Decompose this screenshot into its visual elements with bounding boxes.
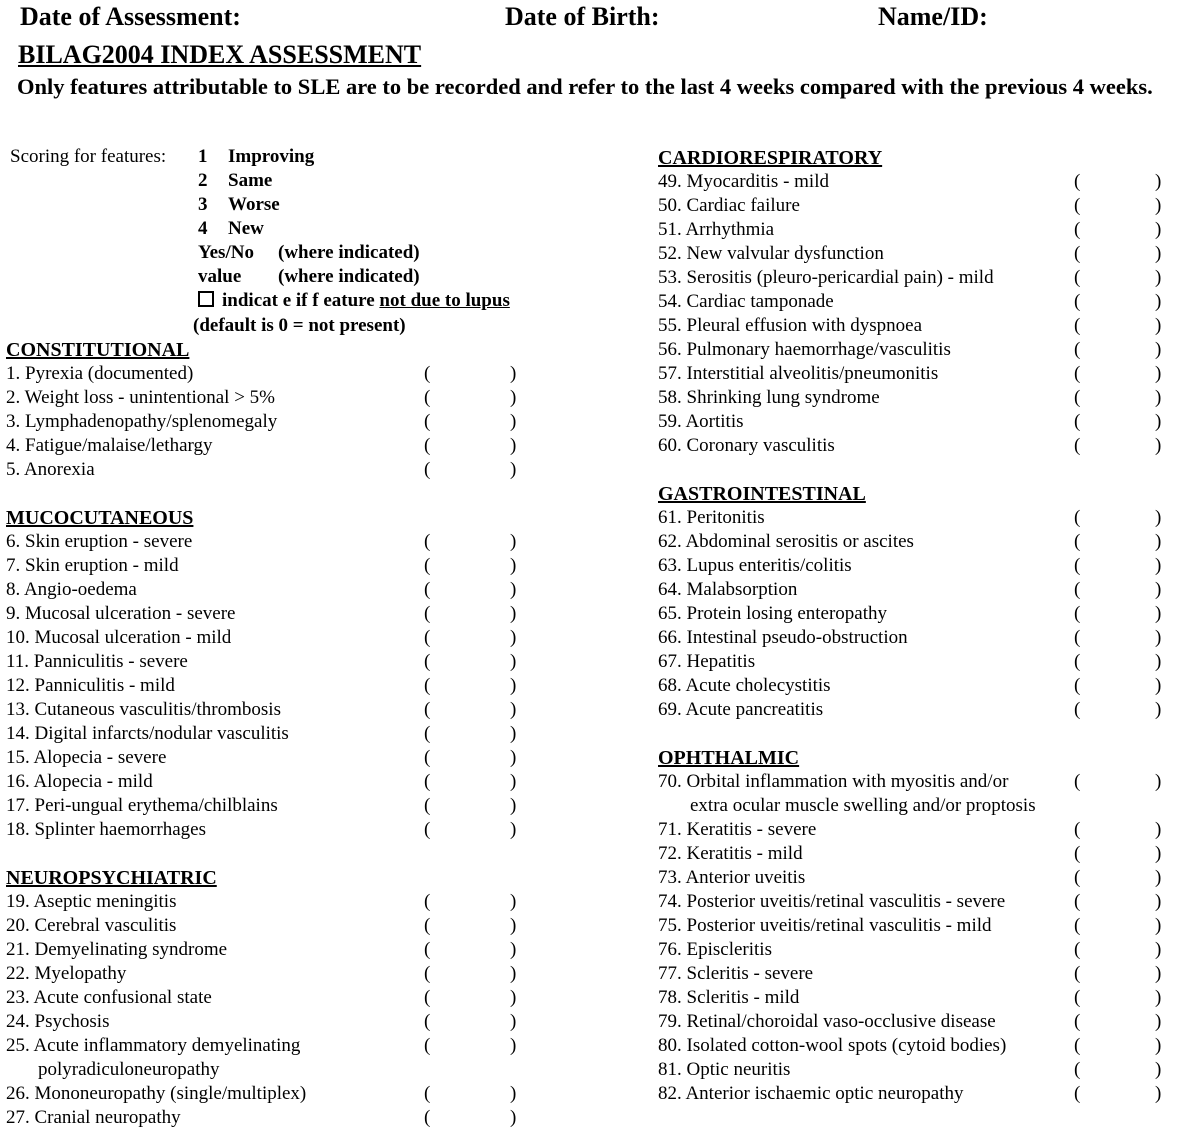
- section-mucocutaneous: [6, 506, 586, 842]
- item-label: 55. Pleural effusion with dyspnoea: [658, 315, 923, 336]
- score-field-open[interactable]: (: [1074, 603, 1081, 624]
- item-label: 22. Myelopathy: [6, 963, 127, 984]
- score-field-close[interactable]: ): [1155, 291, 1162, 312]
- list-item: [6, 434, 586, 458]
- list-item: [6, 458, 586, 482]
- section-title-mucocutaneous: MUCOCUTANEOUS: [6, 507, 194, 529]
- score-field-close[interactable]: ): [1155, 1011, 1162, 1032]
- list-item: [6, 1082, 586, 1106]
- list-item: [658, 338, 1178, 362]
- score-field-close[interactable]: ): [510, 459, 517, 480]
- score-field-close[interactable]: ): [1155, 387, 1162, 408]
- item-label: 58. Shrinking lung syndrome: [658, 387, 880, 408]
- score-field-close[interactable]: ): [510, 795, 517, 816]
- section-cardiorespiratory: [658, 146, 1178, 458]
- list-item: [658, 242, 1178, 266]
- score-num-1: 1: [198, 146, 208, 167]
- score-field-open[interactable]: (: [1074, 1035, 1081, 1056]
- list-item: [6, 986, 586, 1010]
- score-field-close[interactable]: ): [1155, 867, 1162, 888]
- score-field-open[interactable]: (: [1074, 531, 1081, 552]
- item-label: 24. Psychosis: [6, 1011, 110, 1032]
- item-label: 60. Coronary vasculitis: [658, 435, 835, 456]
- list-item: [658, 698, 1178, 722]
- score-field-open[interactable]: (: [424, 795, 431, 816]
- score-field-close[interactable]: ): [1155, 699, 1162, 720]
- item-label: 2. Weight loss - unintentional > 5%: [6, 387, 276, 408]
- item-label: 67. Hepatitis: [658, 651, 756, 672]
- score-field-open[interactable]: (: [424, 531, 431, 552]
- score-field-open[interactable]: (: [424, 915, 431, 936]
- item-label: 5. Anorexia: [6, 459, 95, 480]
- score-field-close[interactable]: ): [1155, 507, 1162, 528]
- item-label: 21. Demyelinating syndrome: [6, 939, 228, 960]
- score-field-open[interactable]: (: [1074, 171, 1081, 192]
- list-item: [658, 218, 1178, 242]
- score-field-open[interactable]: (: [424, 699, 431, 720]
- score-field-close[interactable]: ): [1155, 675, 1162, 696]
- score-field-open[interactable]: (: [1074, 939, 1081, 960]
- score-field-close[interactable]: ): [1155, 843, 1162, 864]
- item-label: 9. Mucosal ulceration - severe: [6, 603, 236, 624]
- list-item: [658, 170, 1178, 194]
- score-field-open[interactable]: (: [424, 1011, 431, 1032]
- yesno-term: Yes/No: [198, 242, 254, 263]
- item-label: 27. Cranial neuropathy: [6, 1107, 181, 1128]
- list-item: [658, 962, 1178, 986]
- list-item: [658, 1034, 1178, 1058]
- score-field-open[interactable]: (: [424, 1083, 431, 1104]
- list-item: [658, 914, 1178, 938]
- score-field-close[interactable]: ): [1155, 411, 1162, 432]
- score-field-close[interactable]: ): [510, 1035, 517, 1056]
- score-field-open[interactable]: (: [424, 1107, 431, 1128]
- list-item: [658, 410, 1178, 434]
- item-label: 8. Angio-oedema: [6, 579, 137, 600]
- item-label-continued: polyradiculoneuropathy: [38, 1059, 220, 1080]
- score-field-close[interactable]: ): [1155, 819, 1162, 840]
- list-item: [6, 1010, 586, 1034]
- score-field-open[interactable]: (: [1074, 411, 1081, 432]
- item-label-continued: extra ocular muscle swelling and/or proptosis: [690, 795, 1036, 816]
- list-item: [6, 1034, 586, 1082]
- score-field-open[interactable]: (: [424, 435, 431, 456]
- list-item: [658, 1082, 1178, 1106]
- score-field-close[interactable]: ): [510, 363, 517, 384]
- score-field-open[interactable]: (: [424, 603, 431, 624]
- score-field-close[interactable]: ): [510, 675, 517, 696]
- list-item: [658, 314, 1178, 338]
- score-field-close[interactable]: ): [510, 963, 517, 984]
- score-field-open[interactable]: (: [1074, 291, 1081, 312]
- score-field-open[interactable]: (: [1074, 1059, 1081, 1080]
- list-item: [6, 626, 586, 650]
- score-field-close[interactable]: ): [1155, 1083, 1162, 1104]
- item-label: 69. Acute pancreatitis: [658, 699, 824, 720]
- score-field-close[interactable]: ): [1155, 267, 1162, 288]
- item-label: 16. Alopecia - mild: [6, 771, 153, 792]
- score-field-open[interactable]: (: [424, 987, 431, 1008]
- list-item: [6, 1106, 586, 1130]
- list-item: [658, 362, 1178, 386]
- list-item: [658, 554, 1178, 578]
- section-title-gastrointestinal: GASTROINTESTINAL: [658, 483, 866, 505]
- score-field-close[interactable]: ): [1155, 963, 1162, 984]
- list-item: [6, 698, 586, 722]
- score-field-close[interactable]: ): [510, 555, 517, 576]
- item-label: 50. Cardiac failure: [658, 195, 800, 216]
- score-field-open[interactable]: (: [424, 387, 431, 408]
- score-field-close[interactable]: ): [510, 987, 517, 1008]
- item-label: 56. Pulmonary haemorrhage/vasculitis: [658, 339, 951, 360]
- item-label: 26. Mononeuropathy (single/multiplex): [6, 1083, 307, 1104]
- list-item: [658, 986, 1178, 1010]
- list-item: [658, 530, 1178, 554]
- score-field-open[interactable]: (: [424, 1035, 431, 1056]
- score-field-close[interactable]: ): [510, 723, 517, 744]
- score-field-open[interactable]: (: [1074, 219, 1081, 240]
- list-item: [658, 674, 1178, 698]
- score-field-close[interactable]: ): [510, 891, 517, 912]
- score-field-close[interactable]: ): [510, 579, 517, 600]
- score-field-open[interactable]: (: [424, 891, 431, 912]
- score-field-open[interactable]: (: [424, 675, 431, 696]
- item-label: 10. Mucosal ulceration - mild: [6, 627, 232, 648]
- item-label: 79. Retinal/choroidal vaso-occlusive disease: [658, 1011, 996, 1032]
- list-item: [6, 674, 586, 698]
- list-item: [6, 890, 586, 914]
- score-field-open[interactable]: (: [1074, 363, 1081, 384]
- item-label: 15. Alopecia - severe: [6, 747, 167, 768]
- item-label: 4. Fatigue/malaise/lethargy: [6, 435, 213, 456]
- scoring-legend: [10, 145, 610, 345]
- score-field-open[interactable]: (: [424, 963, 431, 984]
- section-neuropsychiatric: [6, 866, 586, 1130]
- section-title-cardiorespiratory: CARDIORESPIRATORY: [658, 147, 883, 169]
- list-item: [6, 794, 586, 818]
- list-item: [6, 650, 586, 674]
- score-field-open[interactable]: (: [1074, 243, 1081, 264]
- item-label: 7. Skin eruption - mild: [6, 555, 179, 576]
- list-item: [658, 626, 1178, 650]
- score-field-close[interactable]: ): [1155, 315, 1162, 336]
- list-item: [6, 554, 586, 578]
- item-label: 17. Peri-ungual erythema/chilblains: [6, 795, 278, 816]
- score-field-open[interactable]: (: [424, 555, 431, 576]
- item-label: 80. Isolated cotton-wool spots (cytoid bodies): [658, 1035, 1007, 1056]
- item-label: 18. Splinter haemorrhages: [6, 819, 206, 840]
- score-field-close[interactable]: ): [1155, 339, 1162, 360]
- list-item: [6, 530, 586, 554]
- list-item: [6, 746, 586, 770]
- list-item: [6, 818, 586, 842]
- score-field-close[interactable]: ): [1155, 771, 1162, 792]
- score-field-open[interactable]: (: [1074, 195, 1081, 216]
- item-label: 70. Orbital inflammation with myositis and/or: [658, 771, 1009, 792]
- item-label: 72. Keratitis - mild: [658, 843, 803, 864]
- list-item: [6, 602, 586, 626]
- item-label: 63. Lupus enteritis/colitis: [658, 555, 852, 576]
- score-field-close[interactable]: ): [1155, 363, 1162, 384]
- score-field-close[interactable]: ): [1155, 1035, 1162, 1056]
- score-field-open[interactable]: (: [1074, 315, 1081, 336]
- score-field-close[interactable]: ): [1155, 219, 1162, 240]
- score-field-open[interactable]: (: [1074, 915, 1081, 936]
- item-label: 64. Malabsorption: [658, 579, 798, 600]
- score-field-close[interactable]: ): [1155, 627, 1162, 648]
- score-field-open[interactable]: (: [1074, 627, 1081, 648]
- score-field-open[interactable]: (: [1074, 963, 1081, 984]
- score-field-open[interactable]: (: [424, 771, 431, 792]
- name-id-label: Name/ID:: [878, 2, 988, 31]
- score-field-close[interactable]: ): [1155, 555, 1162, 576]
- item-label: 23. Acute confusional state: [6, 987, 212, 1008]
- list-item: [658, 1058, 1178, 1082]
- list-item: [658, 506, 1178, 530]
- score-num-4: 4: [198, 218, 208, 239]
- item-label: 78. Scleritis - mild: [658, 987, 800, 1008]
- item-label: 57. Interstitial alveolitis/pneumonitis: [658, 363, 939, 384]
- section-constitutional: [6, 338, 586, 482]
- score-field-close[interactable]: ): [510, 603, 517, 624]
- score-field-close[interactable]: ): [510, 1107, 517, 1128]
- score-field-close[interactable]: ): [510, 435, 517, 456]
- score-field-close[interactable]: ): [510, 627, 517, 648]
- section-title-neuropsychiatric: NEUROPSYCHIATRIC: [6, 867, 217, 889]
- score-text-2: Same: [228, 170, 273, 191]
- score-text-1: Improving: [228, 146, 315, 167]
- list-item: [6, 410, 586, 434]
- score-field-open[interactable]: (: [1074, 987, 1081, 1008]
- score-field-open[interactable]: (: [424, 459, 431, 480]
- score-text-4: New: [228, 218, 264, 239]
- score-field-close[interactable]: ): [1155, 171, 1162, 192]
- score-field-open[interactable]: (: [1074, 699, 1081, 720]
- list-item: [6, 938, 586, 962]
- list-item: [658, 842, 1178, 866]
- score-field-open[interactable]: (: [424, 651, 431, 672]
- score-num-3: 3: [198, 194, 208, 215]
- item-label: 73. Anterior uveitis: [658, 867, 806, 888]
- section-title-ophthalmic: OPHTHALMIC: [658, 747, 800, 769]
- score-field-open[interactable]: (: [424, 627, 431, 648]
- item-label: 3. Lymphadenopathy/splenomegaly: [6, 411, 278, 432]
- item-label: 13. Cutaneous vasculitis/thrombosis: [6, 699, 281, 720]
- list-item: [658, 602, 1178, 626]
- list-item: [6, 722, 586, 746]
- default-note: (default is 0 = not present): [193, 315, 406, 336]
- score-field-open[interactable]: (: [1074, 651, 1081, 672]
- item-label: 75. Posterior uveitis/retinal vasculitis - mild: [658, 915, 992, 936]
- instructions: Only features attributable to SLE are to be recorded and refer to the last 4 weeks compared with the previous 4 weeks.: [17, 74, 1153, 99]
- score-field-open[interactable]: (: [424, 747, 431, 768]
- item-label: 62. Abdominal serositis or ascites: [658, 531, 914, 552]
- score-field-close[interactable]: ): [510, 915, 517, 936]
- item-label: 6. Skin eruption - severe: [6, 531, 193, 552]
- list-item: [658, 866, 1178, 890]
- list-item: [658, 194, 1178, 218]
- item-label: 49. Myocarditis - mild: [658, 171, 829, 192]
- item-label: 82. Anterior ischaemic optic neuropathy: [658, 1083, 964, 1104]
- list-item: [6, 578, 586, 602]
- item-label: 14. Digital infarcts/nodular vasculitis: [6, 723, 289, 744]
- date-of-assessment-label: Date of Assessment:: [20, 2, 241, 31]
- item-label: 68. Acute cholecystitis: [658, 675, 831, 696]
- checkbox-note: [198, 289, 510, 313]
- item-label: 52. New valvular dysfunction: [658, 243, 884, 264]
- score-field-open[interactable]: (: [1074, 675, 1081, 696]
- item-label: 59. Aortitis: [658, 411, 744, 432]
- item-label: 53. Serositis (pleuro-pericardial pain) - mild: [658, 267, 994, 288]
- score-field-open[interactable]: (: [424, 363, 431, 384]
- score-field-close[interactable]: ): [1155, 939, 1162, 960]
- score-field-open[interactable]: (: [1074, 891, 1081, 912]
- item-label: 61. Peritonitis: [658, 507, 765, 528]
- score-field-close[interactable]: ): [1155, 531, 1162, 552]
- score-field-close[interactable]: ): [1155, 435, 1162, 456]
- score-field-close[interactable]: ): [510, 387, 517, 408]
- score-field-open[interactable]: (: [1074, 819, 1081, 840]
- score-field-open[interactable]: (: [1074, 771, 1081, 792]
- item-label: 11. Panniculitis - severe: [6, 651, 188, 672]
- list-item: [658, 818, 1178, 842]
- score-field-open[interactable]: (: [1074, 339, 1081, 360]
- value-term: value: [198, 266, 242, 287]
- item-label: 1. Pyrexia (documented): [6, 363, 194, 384]
- item-label: 54. Cardiac tamponade: [658, 291, 834, 312]
- score-field-open[interactable]: (: [1074, 387, 1081, 408]
- item-label: 74. Posterior uveitis/retinal vasculitis - severe: [658, 891, 1006, 912]
- score-field-close[interactable]: ): [1155, 915, 1162, 936]
- score-field-open[interactable]: (: [424, 411, 431, 432]
- score-field-close[interactable]: ): [510, 1011, 517, 1032]
- score-field-close[interactable]: ): [510, 411, 517, 432]
- score-field-close[interactable]: ): [510, 819, 517, 840]
- list-item: [658, 578, 1178, 602]
- checkbox-note-text: indicat e if f eature: [222, 290, 380, 311]
- checkbox-note-underlined: not due to lupus: [379, 290, 510, 311]
- score-field-close[interactable]: ): [1155, 651, 1162, 672]
- item-label: 71. Keratitis - severe: [658, 819, 817, 840]
- score-field-close[interactable]: ): [1155, 243, 1162, 264]
- score-field-close[interactable]: ): [510, 747, 517, 768]
- yesno-note: (where indicated): [278, 242, 420, 263]
- score-field-open[interactable]: (: [1074, 1083, 1081, 1104]
- item-label: 20. Cerebral vasculitis: [6, 915, 177, 936]
- item-label: 25. Acute inflammatory demyelinating: [6, 1035, 301, 1056]
- list-item: [658, 434, 1178, 458]
- score-field-open[interactable]: (: [1074, 507, 1081, 528]
- score-field-close[interactable]: ): [1155, 603, 1162, 624]
- list-item: [6, 770, 586, 794]
- list-item: [658, 290, 1178, 314]
- list-item: [658, 266, 1178, 290]
- score-field-open[interactable]: (: [424, 939, 431, 960]
- score-field-open[interactable]: (: [1074, 267, 1081, 288]
- list-item: [6, 386, 586, 410]
- date-of-birth-label: Date of Birth:: [505, 2, 660, 31]
- scoring-label: Scoring for features:: [10, 146, 167, 167]
- list-item: [658, 770, 1178, 818]
- score-text-3: Worse: [228, 194, 280, 215]
- section-ophthalmic: [658, 746, 1178, 1106]
- section-gastrointestinal: [658, 482, 1178, 722]
- list-item: [658, 890, 1178, 914]
- score-field-close[interactable]: ): [510, 939, 517, 960]
- score-field-close[interactable]: ): [510, 651, 517, 672]
- value-note: (where indicated): [278, 266, 420, 287]
- list-item: [658, 386, 1178, 410]
- score-field-close[interactable]: ): [1155, 1059, 1162, 1080]
- section-title-constitutional: CONSTITUTIONAL: [6, 339, 190, 361]
- score-field-close[interactable]: ): [1155, 195, 1162, 216]
- list-item: [6, 962, 586, 986]
- score-field-close[interactable]: ): [510, 1083, 517, 1104]
- list-item: [658, 938, 1178, 962]
- score-field-close[interactable]: ): [510, 531, 517, 552]
- score-num-2: 2: [198, 170, 208, 191]
- score-field-close[interactable]: ): [1155, 579, 1162, 600]
- list-item: [6, 362, 586, 386]
- score-field-open[interactable]: (: [1074, 555, 1081, 576]
- score-field-open[interactable]: (: [1074, 843, 1081, 864]
- score-field-open[interactable]: (: [1074, 867, 1081, 888]
- list-item: [6, 914, 586, 938]
- score-field-open[interactable]: (: [1074, 579, 1081, 600]
- score-field-open[interactable]: (: [424, 579, 431, 600]
- item-label: 19. Aseptic meningitis: [6, 891, 177, 912]
- page-title: BILAG2004 INDEX ASSESSMENT: [18, 40, 422, 69]
- list-item: [658, 650, 1178, 674]
- score-field-open[interactable]: (: [1074, 1011, 1081, 1032]
- item-label: 65. Protein losing enteropathy: [658, 603, 888, 624]
- score-field-open[interactable]: (: [1074, 435, 1081, 456]
- item-label: 66. Intestinal pseudo-obstruction: [658, 627, 908, 648]
- item-label: 76. Episcleritis: [658, 939, 772, 960]
- item-label: 51. Arrhythmia: [658, 219, 775, 240]
- score-field-close[interactable]: ): [1155, 987, 1162, 1008]
- item-label: 12. Panniculitis - mild: [6, 675, 175, 696]
- score-field-close[interactable]: ): [510, 699, 517, 720]
- score-field-open[interactable]: (: [424, 819, 431, 840]
- score-field-close[interactable]: ): [1155, 891, 1162, 912]
- score-field-open[interactable]: (: [424, 723, 431, 744]
- list-item: [658, 1010, 1178, 1034]
- item-label: 81. Optic neuritis: [658, 1059, 791, 1080]
- score-field-close[interactable]: ): [510, 771, 517, 792]
- checkbox-icon: [198, 291, 214, 307]
- item-label: 77. Scleritis - severe: [658, 963, 814, 984]
